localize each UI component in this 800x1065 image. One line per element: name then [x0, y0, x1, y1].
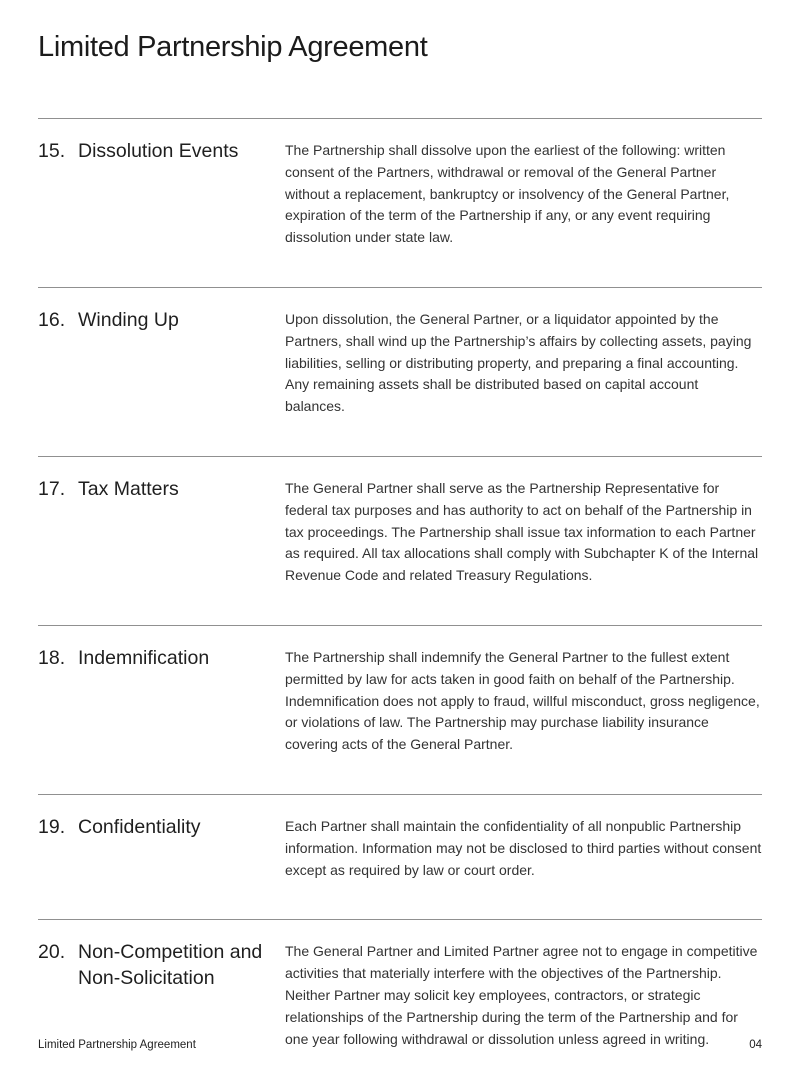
- footer-page-number: 04: [749, 1039, 762, 1051]
- section-number: 20.: [38, 941, 66, 964]
- footer-document-title: Limited Partnership Agreement: [38, 1039, 196, 1051]
- page-footer: [38, 1039, 762, 1051]
- section-number: 17.: [38, 477, 66, 500]
- agreement-section: [38, 794, 762, 919]
- section-body: The General Partner shall serve as the Partnership Representative for federal tax purposes and has authority to act on behalf of the Partnership in tax proceedings. The Partnership shall issue tax information to each Partner as required. All tax allocations shall comply with Subchapter K of the Internal Revenue Code and related Treasury Regulations.: [285, 479, 759, 584]
- section-title: Winding Up: [78, 308, 179, 331]
- document-page: [0, 30, 800, 1065]
- section-body: The Partnership shall dissolve upon the earliest of the following: written consent of the Partners, withdrawal or removal of the General Partner without a replacement, bankruptcy or insolvency of the General Partner, expiration of the term of the Partnership if any, or any event requiring dissolution under state law.: [285, 142, 730, 246]
- agreement-section: [38, 287, 762, 456]
- section-body: Each Partner shall maintain the confidentiality of all nonpublic Partnership information. Information may not be disclosed to third parties without consent except as required by law or court order.: [285, 817, 762, 878]
- page-title: Limited Partnership Agreement: [38, 31, 428, 63]
- agreement-section: [38, 456, 762, 625]
- section-title: Indemnification: [78, 646, 210, 669]
- section-body: Upon dissolution, the General Partner, or a liquidator appointed by the Partners, shall wind up the Partnership’s affairs by collecting assets, paying liabilities, selling or distributing property, and preparing a final accounting. Any remaining assets shall be distributed based on capital account balances.: [285, 310, 752, 415]
- section-body: The Partnership shall indemnify the General Partner to the fullest extent permitted by law for acts taken in good faith on behalf of the Partnership. Indemnification does not apply to fraud, willful misconduct, gross negligence, or violations of law. The Partnership may purchase liability insurance covering acts of the General Partner.: [285, 648, 760, 753]
- section-title: Dissolution Events: [78, 140, 239, 162]
- agreement-section: [38, 919, 762, 1050]
- section-title: Tax Matters: [78, 477, 179, 500]
- section-number: 15.: [38, 140, 66, 162]
- section-number: 19.: [38, 815, 66, 838]
- section-number: 18.: [38, 646, 66, 669]
- agreement-section: [38, 625, 762, 794]
- section-title: Non-Competition and Non-Solicitation: [78, 941, 263, 990]
- sections-list: [38, 118, 762, 1050]
- section-number: 16.: [38, 308, 66, 331]
- agreement-section: [38, 118, 762, 287]
- section-title: Confidentiality: [78, 815, 201, 838]
- section-body: The General Partner and Limited Partner agree not to engage in competitive activities that materially interfere with the objectives of the Partnership. Neither Partner may solicit key employees, contractors, or strategic relationships of the Partnership during the term of the Partnership and for one year following withdrawal or dissolution unless agreed in writing.: [285, 943, 758, 1047]
